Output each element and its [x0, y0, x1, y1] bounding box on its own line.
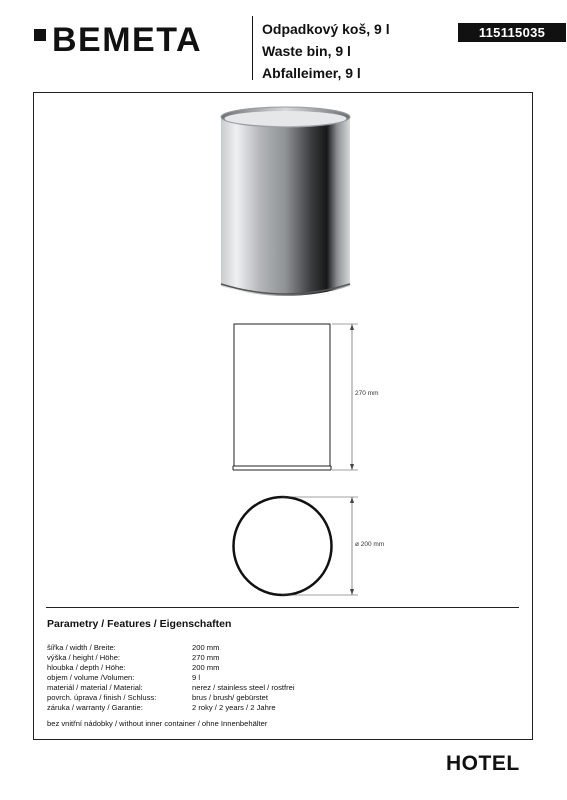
- spec-label: hloubka / depth / Höhe:: [47, 663, 126, 672]
- spec-row-volume: [47, 673, 295, 683]
- title-english: Waste bin, 9 l: [262, 43, 351, 59]
- spec-value: 200 mm: [192, 643, 220, 652]
- brand-name: BEMETA: [52, 21, 203, 59]
- spec-value: 200 mm: [192, 663, 220, 672]
- features-separator: [46, 607, 519, 608]
- height-dimension-label: 270 mm: [355, 390, 379, 397]
- spec-label: povrch. úprava / finish / Schluss:: [47, 693, 157, 702]
- waste-bin-photo: [221, 107, 350, 296]
- spec-table: [47, 643, 295, 713]
- spec-row-width: [47, 643, 295, 653]
- spec-row-depth: [47, 663, 295, 673]
- spec-value: brus / brush/ gebürstet: [192, 693, 268, 702]
- title-czech: Odpadkový koš, 9 l: [262, 21, 390, 37]
- spec-label: výška / height / Höhe:: [47, 653, 121, 662]
- spec-row-finish: [47, 693, 295, 703]
- spec-row-warranty: [47, 703, 295, 713]
- category-label: HOTEL: [446, 752, 520, 775]
- title-german: Abfalleimer, 9 l: [262, 65, 361, 81]
- diameter-dimension-label: ø 200 mm: [355, 541, 385, 548]
- inner-container-note: bez vnitřní nádobky / without inner container / ohne Innenbehälter: [47, 719, 268, 728]
- spec-value: 270 mm: [192, 653, 220, 662]
- spec-row-material: [47, 683, 295, 693]
- top-view-drawing: [234, 497, 385, 595]
- spec-label: objem / volume /Volumen:: [47, 673, 135, 682]
- features-heading: Parametry / Features / Eigenschaften: [47, 618, 232, 630]
- spec-label: materiál / material / Material:: [47, 683, 143, 692]
- spec-value: 9 l: [192, 673, 201, 682]
- spec-value: nerez / stainless steel / rostfrei: [192, 683, 295, 692]
- spec-label: šířka / width / Breite:: [47, 643, 116, 652]
- side-view-drawing: [233, 324, 378, 470]
- product-code-badge: 115115035: [458, 23, 566, 42]
- spec-row-height: [47, 653, 295, 663]
- spec-value: 2 roky / 2 years / 2 Jahre: [192, 703, 276, 712]
- spec-label: záruka / warranty / Garantie:: [47, 703, 143, 712]
